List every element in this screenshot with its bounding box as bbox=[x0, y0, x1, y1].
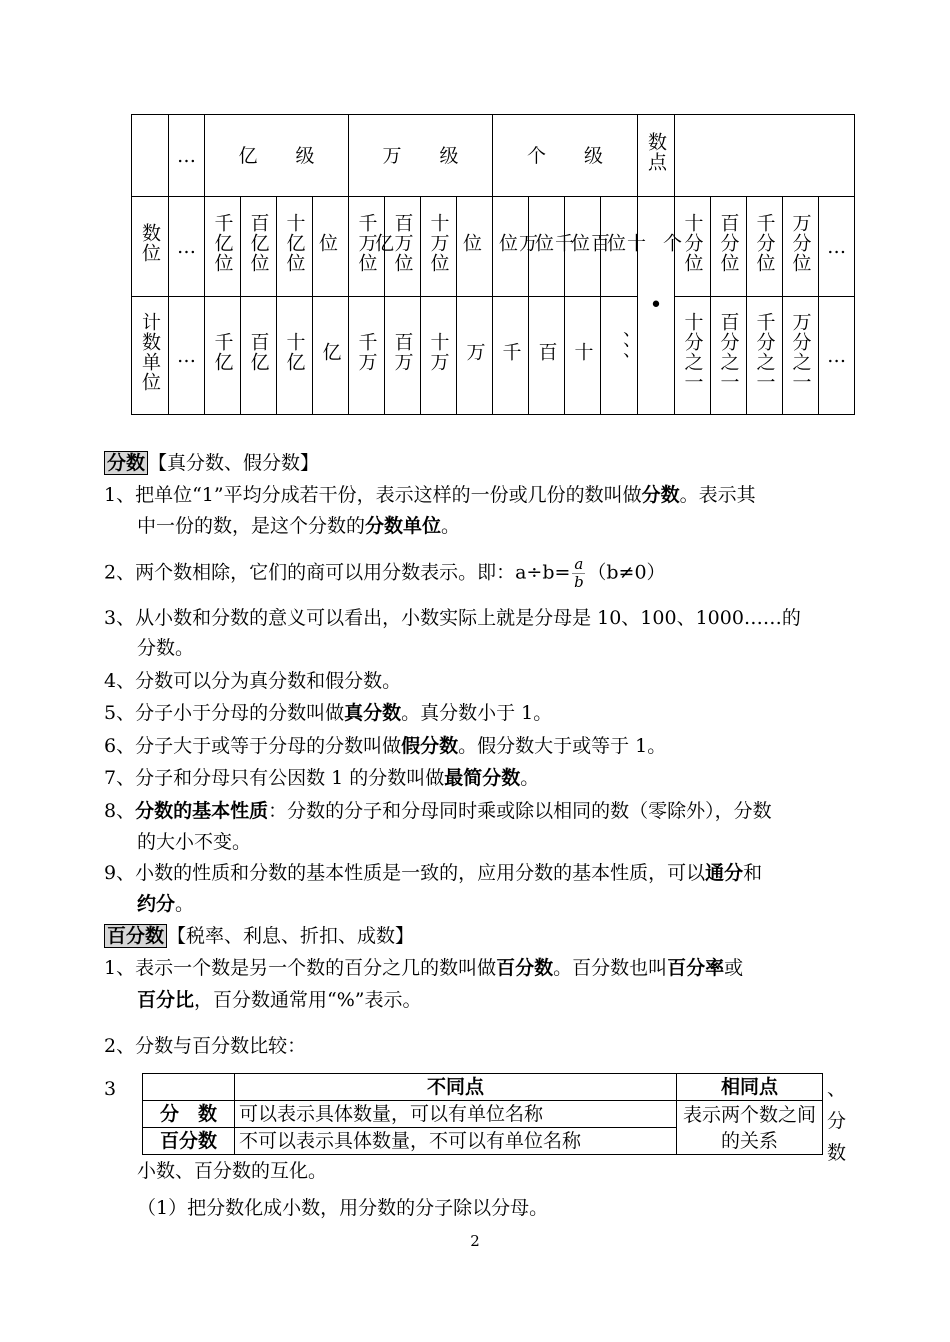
digit-cell: 千分位 bbox=[747, 197, 783, 297]
digit-cell: 百分位 bbox=[711, 197, 747, 297]
fraction-item-6: 6、分子大于或等于分母的分数叫做假分数。假分数大于或等于 1。 bbox=[104, 735, 667, 757]
fraction-item-1-cont: 中一份的数，是这个分数的分数单位。 bbox=[137, 515, 461, 537]
percent-title: 百分数 bbox=[104, 924, 167, 948]
group-ge: 个 级 bbox=[493, 115, 638, 197]
fraction-heading bbox=[104, 447, 319, 479]
digit-cell: 十 位 bbox=[565, 197, 601, 297]
ellipsis-cell: … bbox=[169, 197, 205, 297]
decimal-point-cell: • bbox=[638, 197, 675, 415]
corner-cell bbox=[132, 115, 169, 197]
percent-item-3-number: 3 bbox=[104, 1078, 117, 1100]
page-number: 2 bbox=[470, 1232, 480, 1250]
cmp-header-same: 相同点 bbox=[677, 1074, 823, 1101]
fraction-item-9-cont: 约分。 bbox=[137, 893, 195, 915]
group-yi: 亿 级 bbox=[205, 115, 349, 197]
percent-item-1: 1、表示一个数是另一个数的百分之几的数叫做百分数。百分数也叫百分率或 bbox=[104, 957, 744, 979]
unit-cell: 千 bbox=[493, 297, 529, 415]
percent-item-3-side: 、 分 数 bbox=[827, 1078, 847, 1164]
unit-cell: 千分之一 bbox=[747, 297, 783, 415]
unit-cell: 千亿 bbox=[205, 297, 241, 415]
fraction-item-3: 3、从小数和分数的意义可以看出，小数实际上就是分母是 10、100、1000……的 bbox=[104, 607, 801, 629]
fraction-subtitle: 【真分数、假分数】 bbox=[148, 452, 320, 474]
percent-item-3-sub1: （1）把分数化成小数，用分数的分子除以分母。 bbox=[137, 1197, 549, 1219]
digit-cell: 十亿位 bbox=[277, 197, 313, 297]
percent-item-1-cont: 百分比，百分数通常用“%”表示。 bbox=[137, 989, 422, 1011]
unit-cell: 千万 bbox=[349, 297, 385, 415]
cmp-row-percent-diff: 不可以表示具体数量，不可以有单位名称 bbox=[235, 1128, 677, 1155]
comparison-table bbox=[142, 1073, 823, 1155]
digit-cell: 万 位 bbox=[457, 197, 493, 297]
unit-cell: 百亿 bbox=[241, 297, 277, 415]
unit-cell: 万分之一 bbox=[783, 297, 819, 415]
cmp-corner bbox=[143, 1074, 235, 1101]
ellipsis-cell: … bbox=[819, 297, 855, 415]
fraction-item-9: 9、小数的性质和分数的基本性质是一致的，应用分数的基本性质，可以通分和 bbox=[104, 862, 763, 884]
cmp-row-fraction-diff: 可以表示具体数量，可以有单位名称 bbox=[235, 1101, 677, 1128]
cmp-same-cell: 表示两个数之间的关系 bbox=[677, 1101, 823, 1155]
digit-cell: 千万位 bbox=[349, 197, 385, 297]
fraction-a-over-b: $\frac{a}{b}$ bbox=[574, 555, 584, 591]
fraction-item-3-cont: 分数。 bbox=[137, 637, 195, 659]
ellipsis-cell: … bbox=[819, 197, 855, 297]
point-header: 数点 bbox=[638, 115, 675, 197]
ellipsis-cell: … bbox=[169, 115, 205, 197]
digit-cell: 亿 位 bbox=[313, 197, 349, 297]
digit-cell: 千亿位 bbox=[205, 197, 241, 297]
fraction-item-2: 2、两个数相除，它们的商可以用分数表示。即：a÷b= $\frac{a}{b}$ （b≠0） bbox=[104, 555, 666, 591]
digit-cell: 十万位 bbox=[421, 197, 457, 297]
place-value-table bbox=[131, 114, 855, 415]
unit-cell: 、、、 bbox=[601, 297, 638, 415]
group-wan: 万 级 bbox=[349, 115, 493, 197]
unit-cell: 百 bbox=[529, 297, 565, 415]
unit-cell: 万 bbox=[457, 297, 493, 415]
digit-cell: 百 位 bbox=[529, 197, 565, 297]
unit-cell: 十万 bbox=[421, 297, 457, 415]
cmp-header-diff: 不同点 bbox=[235, 1074, 677, 1101]
unit-cell: 百万 bbox=[385, 297, 421, 415]
fraction-item-4: 4、分数可以分为真分数和假分数。 bbox=[104, 670, 402, 692]
digit-cell: 千 位 bbox=[493, 197, 529, 297]
unit-cell: 十分之一 bbox=[675, 297, 711, 415]
percent-item-3-cont: 小数、百分数的互化。 bbox=[137, 1160, 328, 1182]
fraction-item-5: 5、分子小于分母的分数叫做真分数。真分数小于 1。 bbox=[104, 702, 553, 724]
fraction-item-1: 1、把单位“1”平均分成若干份，表示这样的一份或几份的数叫做分数。表示其 bbox=[104, 484, 756, 506]
unit-cell: 十 bbox=[565, 297, 601, 415]
digit-cell: 十分位 bbox=[675, 197, 711, 297]
ellipsis-cell: … bbox=[169, 297, 205, 415]
fraction-title: 分数 bbox=[104, 451, 148, 475]
digit-cell: 百亿位 bbox=[241, 197, 277, 297]
percent-heading bbox=[104, 920, 414, 952]
digit-row-label: 数位 bbox=[132, 197, 169, 297]
decimal-header-cell bbox=[675, 115, 855, 197]
fraction-item-8-cont: 的大小不变。 bbox=[137, 831, 252, 853]
digit-cell: 个 位 bbox=[601, 197, 638, 297]
unit-cell: 亿 bbox=[313, 297, 349, 415]
cmp-row-percent-label: 百分数 bbox=[143, 1128, 235, 1155]
unit-cell: 百分之一 bbox=[711, 297, 747, 415]
unit-cell: 十亿 bbox=[277, 297, 313, 415]
percent-subtitle: 【税率、利息、折扣、成数】 bbox=[167, 925, 415, 947]
percent-item-2: 2、分数与百分数比较： bbox=[104, 1035, 307, 1057]
digit-cell: 百万位 bbox=[385, 197, 421, 297]
unit-row-label: 计数单位 bbox=[132, 297, 169, 415]
digit-cell: 万分位 bbox=[783, 197, 819, 297]
cmp-row-fraction-label: 分 数 bbox=[143, 1101, 235, 1128]
fraction-item-8: 8、分数的基本性质：分数的分子和分母同时乘或除以相同的数（零除外），分数 bbox=[104, 800, 772, 822]
fraction-item-7: 7、分子和分母只有公因数 1 的分数叫做最简分数。 bbox=[104, 767, 540, 789]
